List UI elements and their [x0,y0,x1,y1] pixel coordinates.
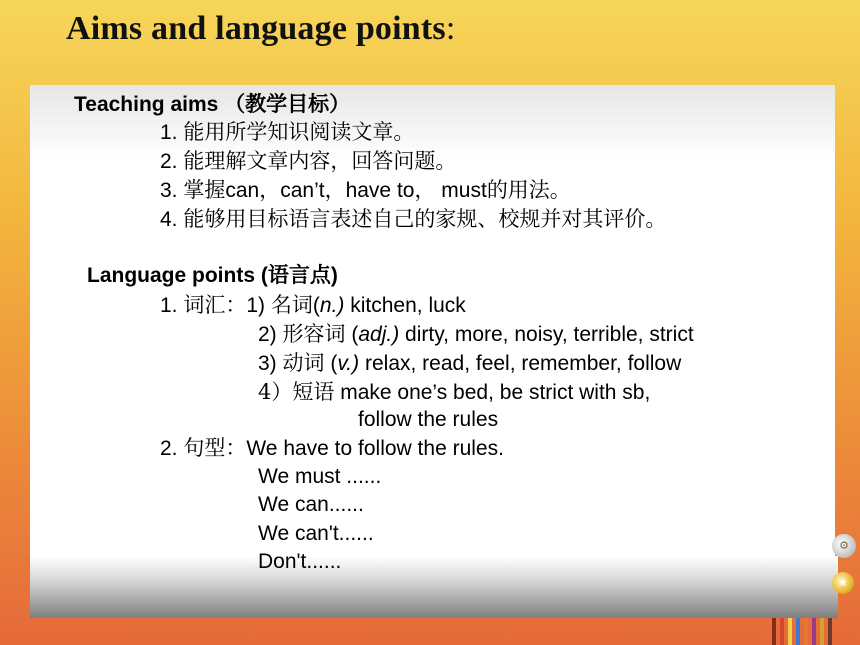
vocab-line [258,350,681,377]
vocab-continuation: follow the rules [358,408,499,431]
gold-badge-icon: ★ [832,572,854,594]
sentence-label: 句型： [183,436,247,460]
vocab-words: kitchen, luck [344,294,466,317]
language-points-heading-end: ) [330,264,338,287]
vocab-sub-number: 2) [258,323,277,346]
sentence-number: 2. [160,437,178,460]
page-title-colon: : [445,10,456,47]
gear-badge-icon: ⚙ [832,534,856,558]
vocab-sub-number: 3) [258,352,277,375]
teaching-aims-heading-en: Teaching aims [74,93,219,116]
vocab-sub-number: 1) [246,294,266,317]
teaching-aim-text-b: can，can’t，have to， must [225,179,487,202]
teaching-aim-text: 能理解文章内容，回答问题。 [183,149,457,173]
page-title [66,10,456,48]
sentence-example: We must ...... [258,465,382,488]
teaching-aims-heading [74,91,350,118]
vocab-pos-open: ( [345,323,359,346]
vocab-line [160,292,466,319]
vocab-sub-number: 4） [258,380,293,404]
language-points-heading-en: Language points ( [87,264,268,287]
vocab-words: make one’s bed, be strict with sb, [334,381,651,404]
teaching-aim-number: 1. [160,121,178,144]
vocab-label: 词汇： [183,293,247,317]
teaching-aim-text: 能够用目标语言表述自己的家规、校规并对其评价。 [183,207,667,231]
bottom-gradient-bar [30,556,838,618]
language-points-heading-cn: 语言点 [267,262,331,287]
sentence-example: We can't...... [258,522,374,545]
page-title-text: Aims and language points [66,10,446,47]
decorative-stripes [772,618,834,645]
sentence-first: We have to follow the rules. [246,437,504,460]
vocab-words: relax, read, feel, remember, follow [359,352,682,375]
vocab-pos: v.) [337,352,360,375]
teaching-aim-item [160,148,456,175]
teaching-aim-item [160,206,666,233]
teaching-aim-text-a: 掌握 [183,178,226,202]
sentence-pattern-line [160,435,504,462]
teaching-aim-item [160,119,414,146]
vocab-number: 1. [160,294,178,317]
vocab-words: dirty, more, noisy, terrible, strict [399,323,694,346]
teaching-aim-text-c: 的用法。 [486,178,571,202]
teaching-aim-text: 能用所学知识阅读文章。 [183,120,415,144]
vocab-pos-cn: 短语 [292,380,335,404]
vocab-pos-cn: 动词 [282,351,325,375]
language-points-heading [87,262,338,289]
sentence-example: Don't...... [258,550,342,573]
vocab-line [258,379,650,406]
teaching-aim-number: 2. [160,150,178,173]
vocab-pos-cn: 形容词 [282,322,346,346]
vocab-pos-cn: 名词 [270,293,313,317]
vocab-line [258,321,694,348]
vocab-pos: adj.) [358,323,400,346]
teaching-aims-heading-cn: （教学目标） [224,91,351,116]
teaching-aim-number: 4. [160,208,178,231]
teaching-aim-item [160,177,571,204]
vocab-pos: n.) [319,294,345,317]
sentence-example: We can...... [258,493,364,516]
vocab-pos-open: ( [312,294,320,317]
vocab-pos-open: ( [324,352,338,375]
teaching-aim-number: 3. [160,179,178,202]
